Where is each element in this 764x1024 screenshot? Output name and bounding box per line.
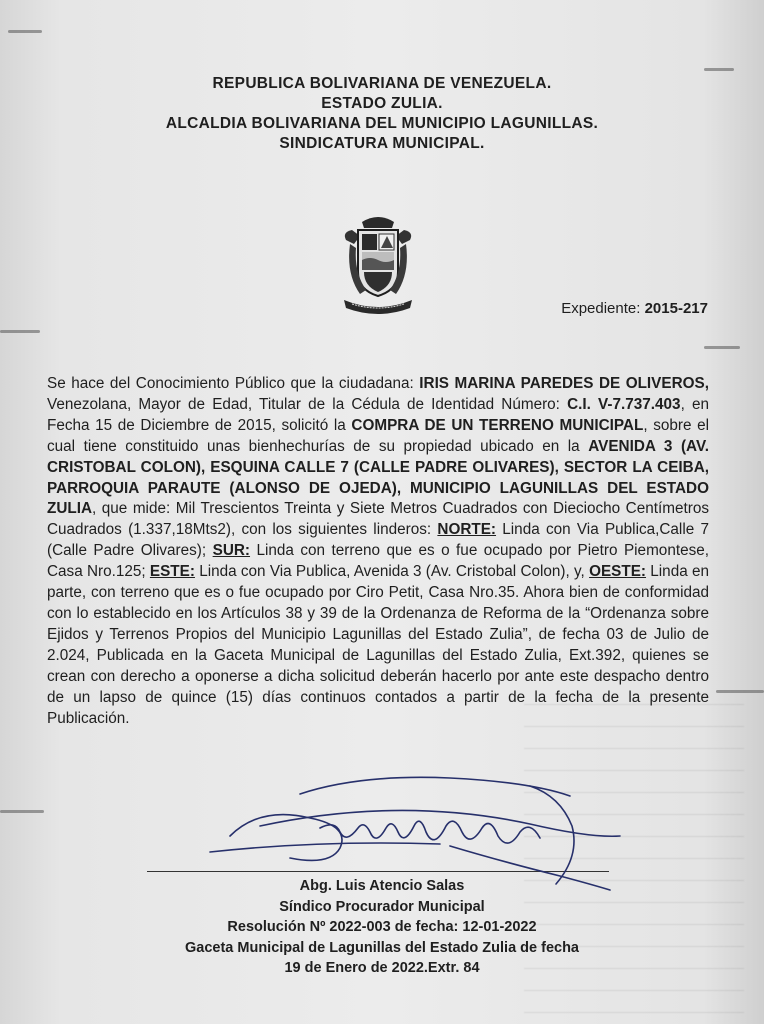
boundary-label: OESTE: bbox=[589, 563, 647, 581]
header-line-republic: REPUBLICA BOLIVARIANA DE VENEZUELA. bbox=[212, 75, 552, 92]
header-line-sindicatura: SINDICATURA MUNICIPAL. bbox=[279, 135, 485, 152]
emphasis-text: C.I. V-7.737.403 bbox=[567, 395, 681, 413]
emphasis-text: COMPRA DE UN TERRENO MUNICIPAL bbox=[351, 416, 644, 434]
notice-body bbox=[47, 374, 709, 729]
body-text-segment: Linda con Via Publica, Avenida 3 (Av. Cristobal Colon), y, bbox=[194, 563, 590, 581]
header-line-state: ESTADO ZULIA. bbox=[321, 95, 443, 112]
scan-edge-mark bbox=[0, 330, 40, 333]
signatory-block bbox=[0, 876, 764, 979]
body-text-segment: , en Fecha 15 de Diciembre de 2015, solicitó la bbox=[47, 395, 709, 434]
expediente-label: Expediente: bbox=[561, 300, 641, 317]
body-text-segment: , que mide: Mil Trescientos Treinta y Siete Metros Cuadrados con Dieciocho Centímetros Cuadrados (1.337,18Mts2), con los siguientes linderos: bbox=[47, 500, 709, 539]
body-text-segment: Venezolana, Mayor de Edad, Titular de la Cédula de Identidad Número: bbox=[47, 395, 568, 413]
expediente-value: 2015-217 bbox=[644, 300, 708, 317]
signatory-gazette-date: 19 de Enero de 2022.Extr. 84 bbox=[284, 960, 480, 977]
scan-edge-mark bbox=[8, 30, 42, 33]
body-text-segment: , sobre el cual tiene constituido unas bienhechurías de su propiedad ubicado en la bbox=[47, 416, 710, 455]
boundary-label: NORTE: bbox=[437, 521, 497, 539]
signatory-title: Síndico Procurador Municipal bbox=[279, 898, 485, 915]
scan-edge-mark bbox=[704, 346, 740, 349]
document-header bbox=[0, 74, 764, 154]
signatory-resolution: Resolución Nº 2022-003 de fecha: 12-01-2022 bbox=[227, 919, 537, 936]
body-text-segment: Linda en parte, con terreno que es o fue ocupado por Ciro Petit, Casa Nro.35. Ahora bien de conformidad con lo establecido en los Artículos 38 y 39 de la Ordenanza de Reforma de la “Ordenanza sobre Ejidos y Terrenos Propios del Municipio Lagunillas del Estado Zulia”, de fecha 03 de Julio de 2.024, Publicada en la Gaceta Municipal de Lagunillas del Estado Zulia, Ext.392, quienes se crean con derecho a oponerse a dicha solicitud deberán hacerlo por ante este despacho dentro de un lapso de quince (15) días continuos contados a partir de la fecha de la presente Publicación. bbox=[47, 563, 709, 727]
body-text-segment: Se hace del Conocimiento Público que la ciudadana: bbox=[47, 375, 420, 392]
municipal-coat-of-arms-icon bbox=[340, 214, 416, 318]
boundary-label: SUR: bbox=[212, 542, 251, 560]
expediente-number bbox=[561, 300, 708, 317]
header-line-alcaldia: ALCALDIA BOLIVARIANA DEL MUNICIPIO LAGUNILLAS. bbox=[165, 115, 599, 132]
scan-edge-mark bbox=[0, 810, 44, 813]
signatory-gazette: Gaceta Municipal de Lagunillas del Estado Zulia de fecha bbox=[184, 939, 579, 956]
signatory-name: Abg. Luis Atencio Salas bbox=[299, 878, 465, 894]
body-text-segment: Linda con terreno que es o fue ocupado por Pietro Piemontese, Casa Nro.125; bbox=[47, 542, 709, 581]
emphasis-text: AVENIDA 3 (AV. CRISTOBAL COLON), ESQUINA CALLE 7 (CALLE PADRE OLIVARES), SECTOR LA CEIBA, PARROQUIA PARAUTE (ALONSO DE OJEDA), MUNICIPIO LAGUNILLAS DEL ESTADO ZULIA bbox=[47, 437, 710, 518]
scan-edge-mark bbox=[716, 690, 764, 693]
boundary-label: ESTE: bbox=[149, 563, 195, 581]
emphasis-text: IRIS MARINA PAREDES DE OLIVEROS, bbox=[419, 375, 709, 392]
body-text-segment: Linda con Via Publica,Calle 7 (Calle Padre Olivares); bbox=[47, 521, 709, 560]
scan-edge-mark bbox=[704, 68, 734, 71]
